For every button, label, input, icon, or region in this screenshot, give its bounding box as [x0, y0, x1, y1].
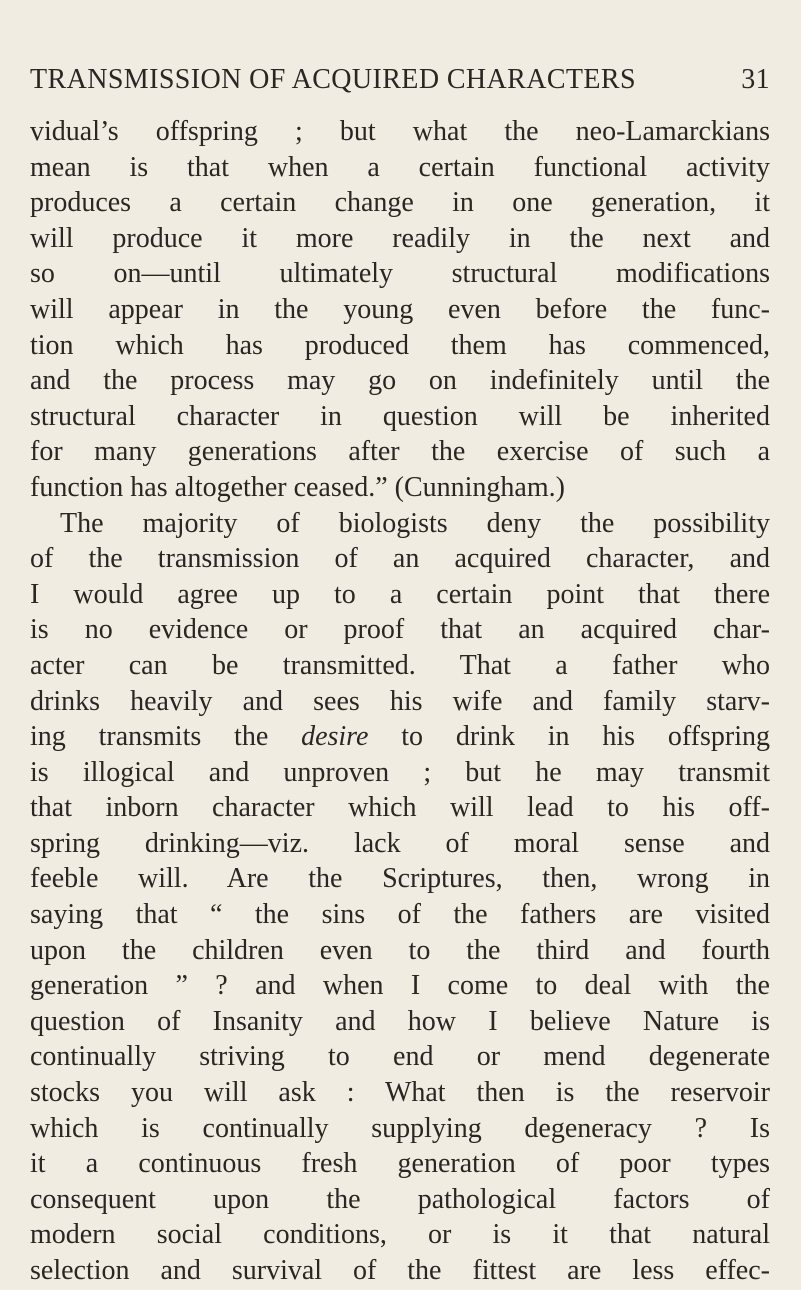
- running-head: [30, 60, 770, 100]
- text-line: of the transmission of an acquired character, and: [30, 543, 770, 575]
- text-line: spring drinking—viz. lack of moral sense and: [30, 827, 770, 859]
- text-line-paragraph-end: function has altogether ceased.” (Cunningham.): [30, 471, 565, 503]
- text-line: saying that “ the sins of the fathers are visited: [30, 899, 770, 931]
- text-line: produces a certain change in one generation, it: [30, 187, 770, 219]
- text-line: it a continuous fresh generation of poor types: [30, 1148, 770, 1180]
- text-line: feeble will. Are the Scriptures, then, wrong in: [30, 863, 770, 895]
- text-line: and the process may go on indefinitely until the: [30, 365, 770, 397]
- text-line-paragraph-start: The majority of biologists deny the possibility: [60, 507, 770, 539]
- text-line: that inborn character which will lead to his off-: [30, 792, 770, 824]
- text-line: drinks heavily and sees his wife and family starv-: [30, 685, 771, 717]
- text-line: selection and survival of the fittest are less effec-: [30, 1255, 770, 1286]
- text-line: which is continually supplying degeneracy ? Is: [30, 1112, 770, 1144]
- text-line: stocks you will ask : What then is the reservoir: [30, 1077, 770, 1109]
- text-line: will produce it more readily in the next and: [30, 222, 771, 254]
- text-line: is no evidence or proof that an acquired char-: [30, 614, 770, 646]
- text-line: vidual’s offspring ; but what the neo-Lamarckians: [30, 116, 770, 147]
- text-line: consequent upon the pathological factors of: [30, 1183, 770, 1215]
- text-line: will appear in the young even before the func-: [30, 293, 770, 325]
- text-line: continually striving to end or mend degenerate: [30, 1041, 770, 1073]
- italic-word: desire: [301, 721, 369, 753]
- running-head-title: TRANSMISSION OF ACQUIRED CHARACTERS: [30, 64, 636, 95]
- text-line: upon the children even to the third and fourth: [30, 934, 770, 966]
- page-number: 31: [741, 64, 770, 95]
- text-line: so on—until ultimately structural modifications: [30, 258, 770, 290]
- text-line: modern social conditions, or is it that natural: [30, 1219, 770, 1251]
- body-text: [30, 114, 770, 1289]
- text-line: mean is that when a certain functional activity: [30, 151, 771, 183]
- text-line: generation ” ? and when I come to deal with the: [30, 970, 770, 1002]
- text-line: ing transmits the desire to drink in his offspring: [30, 721, 770, 753]
- text-line: question of Insanity and how I believe Nature is: [30, 1005, 770, 1037]
- text-line: tion which has produced them has commenced,: [30, 329, 770, 361]
- text-line: acter can be transmitted. That a father who: [30, 649, 770, 681]
- text-line: structural character in question will be inherited: [30, 400, 770, 432]
- text-line: is illogical and unproven ; but he may transmit: [30, 756, 770, 788]
- text-line: I would agree up to a certain point that there: [30, 578, 770, 610]
- text-line: for many generations after the exercise of such a: [30, 436, 770, 468]
